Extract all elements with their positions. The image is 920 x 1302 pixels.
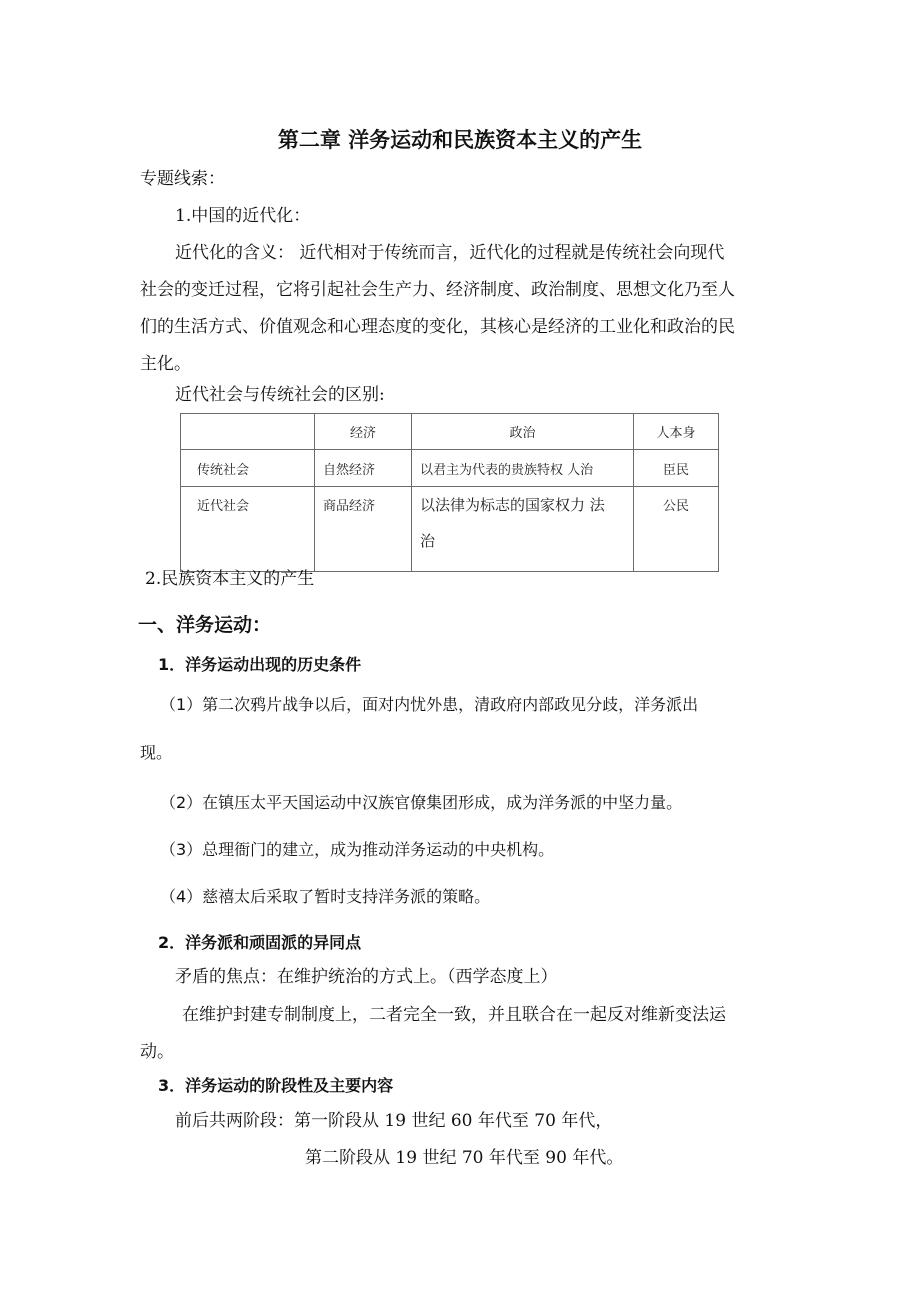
subheading-historical-conditions: 1．洋务运动出现的历史条件 [158, 655, 362, 674]
condition-item-4: （4）慈禧太后采取了暂时支持洋务派的策略。 [160, 887, 491, 906]
chapter-title: 第二章 洋务运动和民族资本主义的产生 [277, 128, 643, 152]
subheading-stages: 3．洋务运动的阶段性及主要内容 [158, 1076, 394, 1095]
stage-line-2: 第二阶段从 19 世纪 70 年代至 90 年代。 [305, 1148, 624, 1168]
table-cell: 以君主为代表的贵族特权 人治 [412, 450, 634, 487]
meaning-line-4: 主化。 [140, 354, 191, 374]
difference-label: 近代社会与传统社会的区别: [175, 385, 385, 405]
table-cell [412, 487, 634, 572]
table-cell: 公民 [634, 487, 719, 572]
clue-label: 专题线索： [140, 169, 225, 189]
table-cell: 近代社会 [181, 487, 315, 572]
condition-item-2: （2）在镇压太平天国运动中汉族官僚集团形成，成为洋务派的中坚力量。 [160, 793, 683, 812]
contradiction-focus: 矛盾的焦点：在维护统治的方式上。（西学态度上） [175, 967, 558, 987]
table-row [181, 487, 719, 572]
condition-item-3: （3）总理衙门的建立，成为推动洋务运动的中央机构。 [160, 840, 555, 859]
table-header-cell: 政治 [412, 414, 634, 450]
table-cell: 自然经济 [315, 450, 412, 487]
agreement-line-2: 动。 [140, 1042, 174, 1062]
heading-yangwu-movement: 一、洋务运动： [138, 614, 272, 636]
table-header-cell: 经济 [315, 414, 412, 450]
table-cell: 传统社会 [181, 450, 315, 487]
table-header-cell: 人本身 [634, 414, 719, 450]
meaning-line-3: 们的生活方式、价值观念和心理态度的变化，其核心是经济的工业化和政治的民 [140, 317, 735, 337]
condition-item-1-cont: 现。 [140, 743, 173, 762]
meaning-line-1: 近代化的含义： 近代相对于传统而言，近代化的过程就是传统社会向现代 [175, 243, 725, 263]
condition-item-1: （1）第二次鸦片战争以后，面对内忧外患，清政府内部政见分歧，洋务派出 [160, 695, 699, 714]
table-row [181, 450, 719, 487]
subheading-similarities-differences: 2．洋务派和顽固派的异同点 [158, 933, 362, 952]
table-cell-line: 以法律为标志的国家权力 法 [420, 496, 605, 514]
meaning-line-2: 社会的变迁过程，它将引起社会生产力、经济制度、政治制度、思想文化乃至人 [140, 280, 735, 300]
table-cell-line: 治 [420, 532, 436, 550]
table-cell: 臣民 [634, 450, 719, 487]
comparison-table [180, 413, 719, 572]
table-header-row [181, 414, 719, 450]
agreement-line-1: 在维护封建专制制度上，二者完全一致，并且联合在一起反对维新变法运 [182, 1005, 726, 1025]
stage-line-1: 前后共两阶段：第一阶段从 19 世纪 60 年代至 70 年代， [175, 1111, 613, 1131]
section2-label: 2.民族资本主义的产生 [145, 569, 315, 589]
table-header-cell [181, 414, 315, 450]
section1-label: 1.中国的近代化： [175, 206, 311, 226]
table-cell: 商品经济 [315, 487, 412, 572]
